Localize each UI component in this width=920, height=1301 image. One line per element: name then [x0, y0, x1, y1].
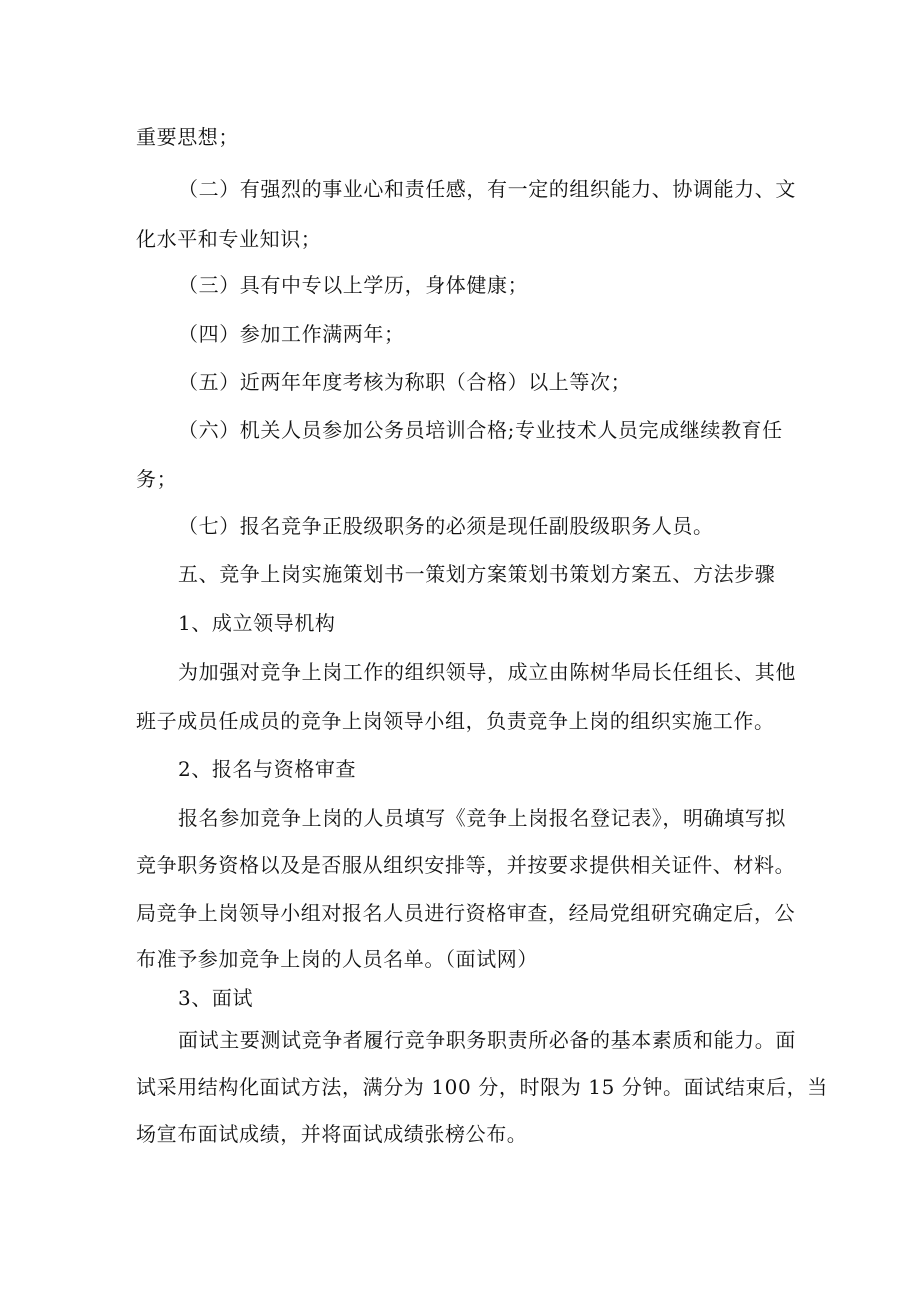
text-line: 试采用结构化面试方法，满分为 100 分，时限为 15 分钟。面试结束后，当 [136, 1075, 828, 1099]
subheading: 3、面试 [178, 986, 254, 1010]
text-line: 报名参加竞争上岗的人员填写《竞争上岗报名登记表》，明确填写拟 [178, 806, 786, 830]
text-line: 班子成员任成员的竞争上岗领导小组，负责竞争上岗的组织实施工作。 [136, 709, 775, 733]
text-line: 面试主要测试竞争者履行竞争职务职责所必备的基本素质和能力。面 [178, 1028, 796, 1052]
subheading: 1、成立领导机构 [178, 611, 336, 635]
text-line: 为加强对竞争上岗工作的组织领导，成立由陈树华局长任组长、其他 [178, 660, 796, 684]
text-line: （三）具有中专以上学历，身体健康； [178, 273, 529, 297]
text-line: 场宣布面试成绩，并将面试成绩张榜公布。 [136, 1122, 528, 1146]
text-line: 重要思想； [136, 125, 239, 149]
text-line: 布准予参加竞争上岗的人员名单。（面试网） [136, 947, 538, 971]
text-line: （五）近两年年度考核为称职（合格）以上等次； [178, 370, 632, 394]
text-line: 竞争职务资格以及是否服从组织安排等，并按要求提供相关证件、材料。 [136, 853, 796, 877]
text-line: （四）参加工作满两年； [178, 322, 405, 346]
subheading: 2、报名与资格审查 [178, 757, 357, 781]
section-heading: 五、竞争上岗实施策划书一策划方案策划书策划方案五、方法步骤 [178, 562, 776, 586]
text-line: 务； [136, 467, 178, 491]
text-line: 化水平和专业知识； [136, 227, 322, 251]
text-line: （六）机关人员参加公务员培训合格;专业技术人员完成继续教育任 [178, 418, 783, 442]
text-line: （七）报名竞争正股级职务的必须是现任副股级职务人员。 [178, 514, 714, 538]
text-line: 局竞争上岗领导小组对报名人员进行资格审查，经局党组研究确定后，公 [136, 901, 796, 925]
text-line: （二）有强烈的事业心和责任感，有一定的组织能力、协调能力、文 [178, 177, 796, 201]
